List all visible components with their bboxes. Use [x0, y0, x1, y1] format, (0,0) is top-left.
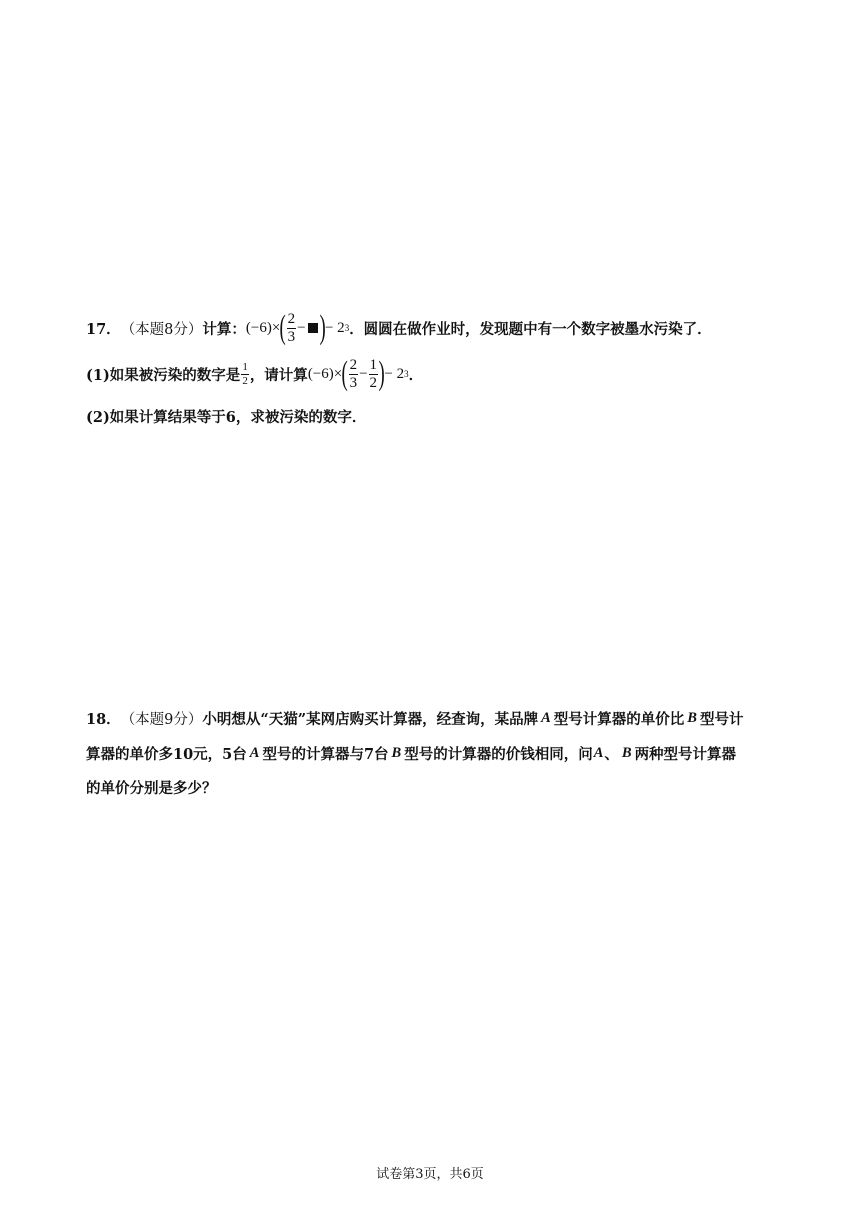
q18-line1-a: 小明想从“天猫”某网店购买计算器，经查询，某品牌	[202, 710, 539, 728]
q18-line2-var-a-2: A	[593, 744, 604, 761]
q17-after: ．圆圆在做作业时，发现题中有一个数字被墨水污染了．	[349, 320, 712, 338]
q17-part1-f2	[369, 358, 379, 391]
q17-part2: (2)如果计算结果等于6，求被污染的数字．	[86, 408, 367, 426]
q17-prompt: 计算：	[202, 320, 246, 338]
q17-part1-end: ．	[408, 366, 424, 384]
q18-var-b: B	[687, 709, 697, 726]
q18-line2-b: 型号的计算器与7台	[262, 745, 389, 763]
q18-var-a: A	[541, 709, 551, 726]
q17-part1-f2-num: 1	[369, 356, 378, 373]
q17-part1-expression	[308, 357, 409, 391]
q18-line1-c: 型号计	[699, 710, 744, 728]
q17-times: ×	[271, 319, 281, 336]
q17-part1-frac-den: 2	[242, 374, 248, 387]
q18-points: （本题9分）	[120, 711, 203, 728]
q17-rest: − 2	[324, 319, 345, 336]
q17-close-paren: )	[319, 309, 326, 346]
q18-line-3: 的单价分别是多少？	[86, 779, 217, 797]
q17-part1-minus: −	[359, 365, 368, 382]
q17-stem	[86, 309, 712, 346]
q17-part1-exp: 3	[404, 369, 409, 379]
q18-number: 18．	[86, 710, 121, 728]
q18-line2-a: 算器的单价多10元，5台	[86, 745, 247, 763]
q17-frac-num: 2	[287, 310, 296, 327]
q17-exp: 3	[344, 323, 350, 333]
q17-minus: −	[297, 319, 306, 336]
q17-fraction	[287, 312, 297, 345]
q17-points: （本题8分）	[120, 321, 203, 338]
q17-part1-f2-den: 2	[369, 374, 378, 391]
q17-part1-fraction	[241, 362, 249, 387]
q17-part1-times: ×	[333, 365, 343, 382]
q17-neg6: (−6)	[245, 319, 272, 336]
q17-part1-f1-num: 2	[349, 356, 358, 373]
q18-line2-c: 型号的计算器的价钱相同，问	[404, 745, 593, 763]
q17-part1-mid: ，请计算	[249, 366, 308, 384]
q18-line-1	[86, 702, 743, 734]
q17-part1-prefix: (1)如果被污染的数字是	[86, 366, 241, 384]
q17-frac-den: 3	[287, 328, 296, 345]
q18-line1-b: 型号计算器的单价比	[553, 710, 685, 728]
q17-part1-open-paren: (	[341, 355, 349, 392]
q18-line2-var-a: A	[249, 744, 260, 761]
q17-part1-f1-den: 3	[349, 374, 358, 391]
q17-number: 17．	[86, 320, 121, 338]
q17-open-paren: (	[279, 309, 287, 346]
q18-line2-d: 两种型号计算器	[634, 745, 737, 763]
q17-part1-frac-num: 1	[242, 360, 248, 373]
q18-line2-var-b-2: B	[621, 744, 632, 761]
q17-part1-neg6: (−6)	[307, 365, 334, 382]
page-footer: 试卷第3页，共6页	[376, 1167, 484, 1182]
q17-part1-close-paren: )	[378, 355, 385, 392]
ink-blot-icon	[308, 323, 318, 333]
q18-line2-sep: 、	[604, 745, 619, 763]
q18-line2-var-b: B	[391, 744, 402, 761]
q17-part1	[86, 355, 424, 392]
q17-part1-f1	[349, 358, 359, 391]
q17-expression	[246, 311, 349, 345]
q18-line-2	[86, 737, 736, 769]
q17-part1-rest: − 2	[384, 365, 405, 382]
